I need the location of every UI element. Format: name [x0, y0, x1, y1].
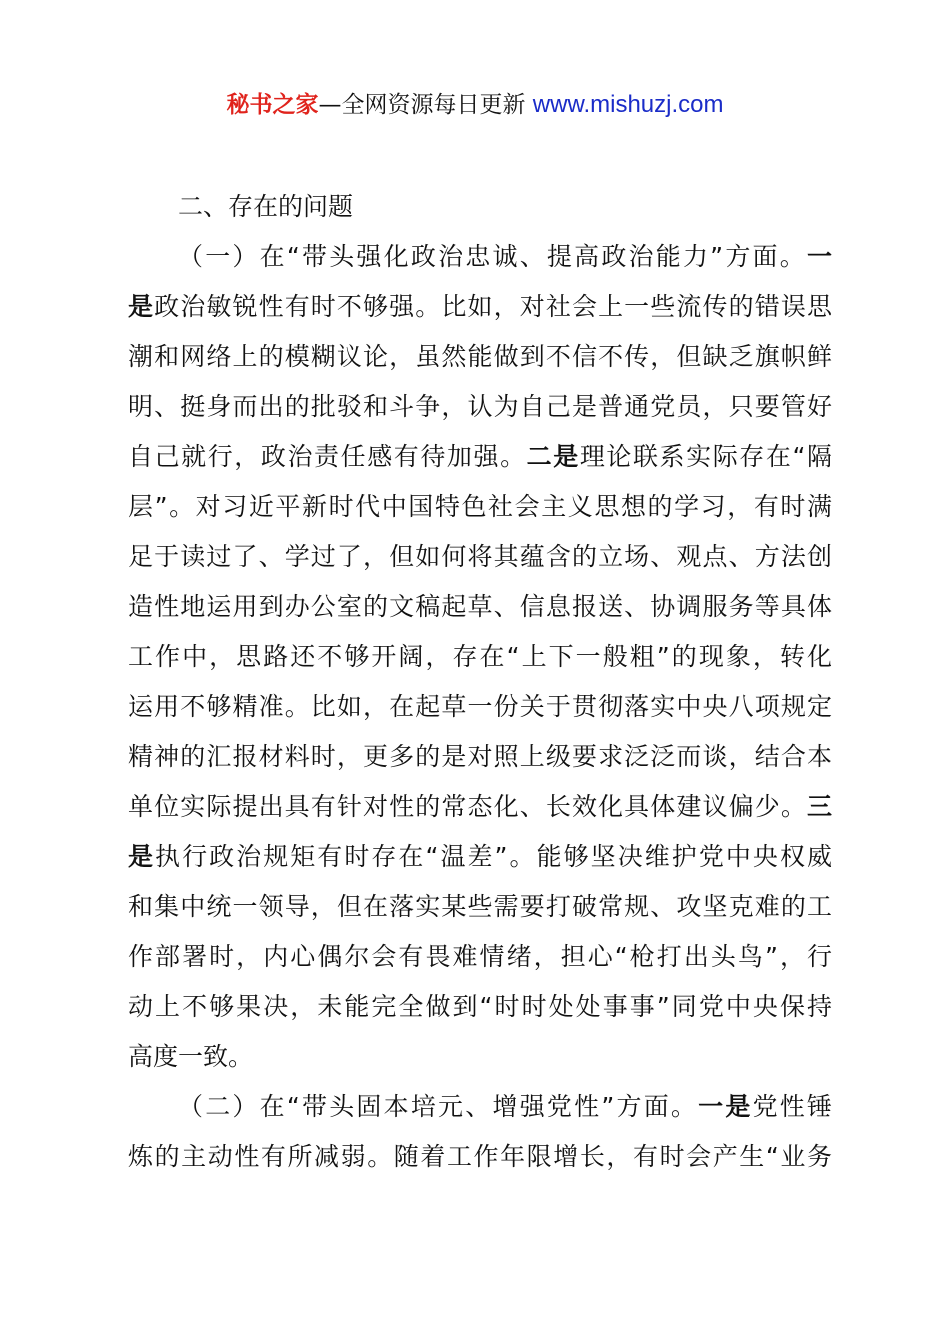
bold-marker: 三 — [806, 792, 832, 821]
text-span: 潮和网络上的模糊议论，虽然能做到不信不传，但缺乏旗帜鲜 — [128, 342, 832, 371]
text-span: 工作中，思路还不够开阔，存在“上下一般粗”的现象，转化 — [128, 642, 832, 671]
text-span: 自己就行，政治责任感有待加强。 — [128, 442, 527, 471]
text-line — [128, 732, 832, 782]
section-heading: 二、存在的问题 — [178, 192, 354, 221]
text-span: 动上不够果决，未能完全做到“时时处处事事”同党中央保持 — [128, 992, 832, 1021]
text-line — [128, 282, 832, 332]
text-line — [128, 832, 832, 882]
bold-marker: 一 — [806, 242, 832, 271]
bold-marker: 是 — [128, 292, 155, 321]
text-span: 执行政治规矩有时存在“温差”。能够坚决维护党中央权威 — [155, 842, 832, 871]
bold-marker: 是 — [128, 842, 156, 871]
text-span: 高度一致。 — [128, 1042, 254, 1071]
text-span: （一）在“带头强化政治忠诚、提高政治能力”方面。 — [178, 242, 807, 271]
text-line — [128, 932, 832, 982]
bold-marker: 二是 — [526, 442, 580, 471]
text-line — [128, 432, 832, 482]
text-line — [128, 582, 832, 632]
header-slogan: —全网资源每日更新 — [318, 92, 526, 118]
text-line — [128, 882, 832, 932]
text-span: 运用不够精准。比如，在起草一份关于贯彻落实中央八项规定 — [128, 692, 832, 721]
text-line — [128, 1132, 832, 1182]
text-line — [128, 782, 832, 832]
text-line — [128, 482, 832, 532]
text-line — [128, 332, 832, 382]
text-span: 理论联系实际存在“隔 — [579, 442, 832, 471]
text-span: 和集中统一领导，但在落实某些需要打破常规、攻坚克难的工 — [128, 892, 832, 921]
text-span: 精神的汇报材料时，更多的是对照上级要求泛泛而谈，结合本 — [128, 742, 832, 771]
text-span: 单位实际提出具有针对性的常态化、长效化具体建议偏少。 — [128, 792, 807, 821]
text-span: 作部署时，内心偶尔会有畏难情绪，担心“枪打出头鸟”，行 — [128, 942, 832, 971]
text-span: 政治敏锐性有时不够强。比如，对社会上一些流传的错误思 — [154, 292, 832, 321]
text-span: 明、挺身而出的批驳和斗争，认为自己是普通党员，只要管好 — [128, 392, 832, 421]
brand-name: 秘书之家 — [226, 92, 319, 118]
text-line — [128, 1082, 832, 1132]
site-url[interactable]: www.mishuzj.com — [532, 91, 724, 118]
text-line — [128, 632, 832, 682]
paragraph-lines — [128, 232, 832, 1182]
text-line — [128, 682, 832, 732]
text-line — [128, 532, 832, 582]
text-span: 造性地运用到办公室的文稿起草、信息报送、协调服务等具体 — [128, 592, 832, 621]
document-body — [128, 182, 832, 1182]
text-span: 党性锤 — [752, 1092, 832, 1121]
text-line — [128, 1032, 832, 1082]
site-header — [0, 88, 950, 122]
text-span: 层”。对习近平新时代中国特色社会主义思想的学习，有时满 — [128, 492, 832, 521]
text-line — [128, 982, 832, 1032]
text-span: 炼的主动性有所减弱。随着工作年限增长，有时会产生“业务 — [128, 1142, 832, 1171]
text-span: （二）在“带头固本培元、增强党性”方面。 — [178, 1092, 699, 1121]
text-line — [128, 382, 832, 432]
text-span: 足于读过了、学过了，但如何将其蕴含的立场、观点、方法创 — [128, 542, 832, 571]
text-line — [128, 232, 832, 282]
bold-marker: 一是 — [698, 1092, 753, 1121]
